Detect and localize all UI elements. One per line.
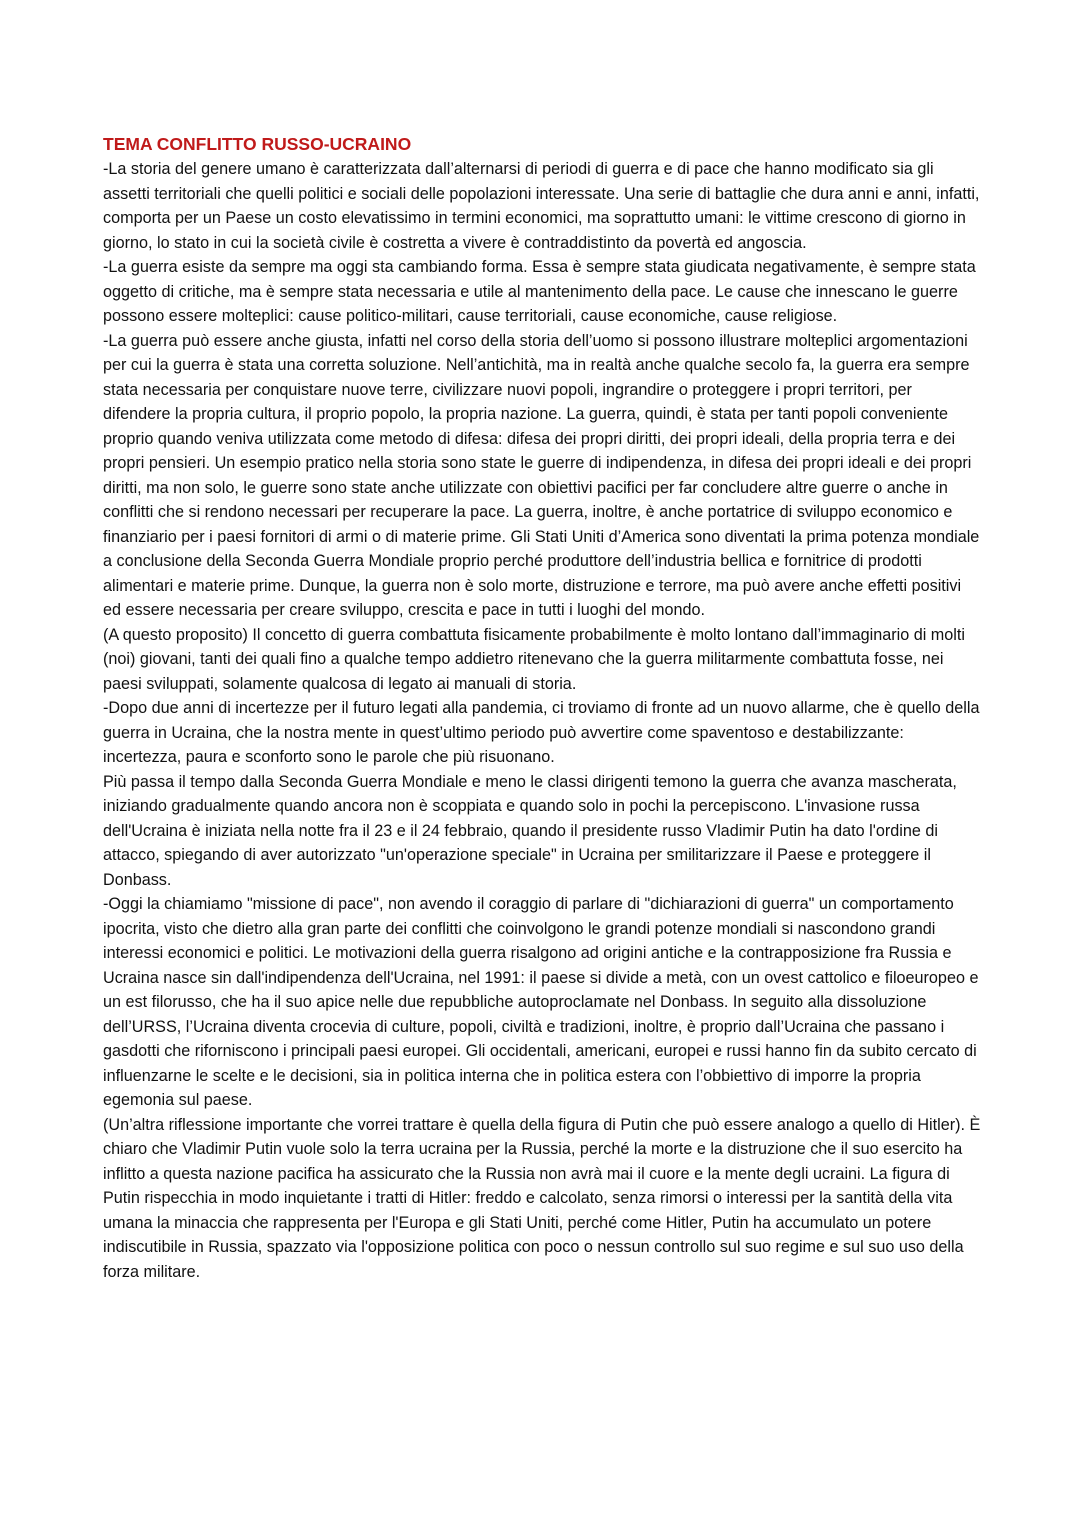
document-page [103,131,983,1284]
paragraph-putin-hitler: (Un’altra riflessione importante che vorrei trattare è quella della figura di Putin che può essere analogo a quello di Hitler). È chiaro che Vladimir Putin vuole solo la terra ucraina per la Russia, perché la morte e la distruzione che il suo esercito ha inflitto a questa nazione pacifica ha assicurato che la Russia non avrà mai il cuore e la mente degli ucraini. La figura di Putin rispecchia in modo inquietante i tratti di Hitler: freddo e calcolato, senza rimorsi o interessi per la santità della vita umana la minaccia che rappresenta per l'Europa e gli Stati Uniti, perché come Hitler, Putin ha accumulato un potere indiscutibile in Russia, spazzato via l'opposizione politica con poco o nessun controllo sul suo regime e sul suo uso della forza militare. [103,1115,981,1281]
paragraph-just-war: -La guerra può essere anche giusta, infatti nel corso della storia dell’uomo si possono illustrare molteplici argomentazioni per cui la guerra è stata una corretta soluzione. Nell’antichità, ma in realtà anche qualche secolo fa, la guerra era sempre stata necessaria per conquistare nuove terre, civilizzare nuovi popoli, ingrandire o proteggere i propri territori, per difendere la propria cultura, il proprio popolo, la propria nazione. La guerra, quindi, è stata per tanti popoli conveniente proprio quando veniva utilizzata come metodo di difesa: difesa dei propri diritti, dei propri ideali, della propria terra e dei propri pensieri. Un esempio pratico nella storia sono state le guerre di indipendenza, in difesa dei propri ideali e dei propri diritti, ma non solo, le guerre sono state anche utilizzate con obiettivi pacifici per far concludere altre guerre o anche in conflitti che si rendono necessari per recuperare la pace. La guerra, inoltre, è anche portatrice di sviluppo economico e finanziario per i paesi fornitori di armi o di materie prime. Gli Stati Uniti d’America sono diventati la prima potenza mondiale a conclusione della Seconda Guerra Mondiale proprio perché produttore dell’industria bellica e fornitrice di prodotti alimentari e materie prime. Dunque, la guerra non è solo morte, distruzione e terrore, ma può avere anche effetti positivi ed essere necessaria per creare sviluppo, crescita e pace in tutti i luoghi del mondo. [103,331,980,619]
paragraph-young-people: (A questo proposito) Il concetto di guerra combattuta fisicamente probabilmente è molto lontano dall’immaginario di molti (noi) giovani, tanti dei quali fino a qualche tempo addietro ritenevano che la guerra militarmente combattuta fosse, nei paesi sviluppati, solamente qualcosa di legato ai manuali di storia. [103,625,965,693]
document-title: TEMA CONFLITTO RUSSO-UCRAINO [103,134,412,154]
paragraph-war-changing: -La guerra esiste da sempre ma oggi sta cambiando forma. Essa è sempre stata giudicata negativamente, è sempre stata oggetto di critiche, ma è sempre stata necessaria e utile al mantenimento della pace. Le cause che innescano le guerre possono essere molteplici: cause politico-militari, cause territoriali, cause economiche, cause religiose. [103,258,976,325]
paragraph-invasion: Più passa il tempo dalla Seconda Guerra Mondiale e meno le classi dirigenti temono la guerra che avanza mascherata, iniziando gradualmente quando ancora non è scoppiata e quando solo in pochi la percepiscono. L'invasione russa dell'Ucraina è iniziata nella notte fra il 23 e il 24 febbraio, quando il presidente russo Vladimir Putin ha dato l'ordine di attacco, spiegando di aver autorizzato "un'operazione speciale" in Ucraina per smilitarizzare il Paese e proteggere il Donbass. [103,772,957,889]
paragraph-pandemic: -Dopo due anni di incertezze per il futuro legati alla pandemia, ci troviamo di fronte ad un nuovo allarme, che è quello della guerra in Ucraina, che la nostra mente in quest’ultimo periodo può avvertire come spaventoso e destabilizzante: incertezza, paura e sconforto sono le parole che più risuonano. [103,699,980,766]
paragraph-intro: -La storia del genere umano è caratterizzata dall’alternarsi di periodi di guerra e di pace che hanno modificato sia gli assetti territoriali che quelli politici e sociali delle popolazioni interessate. Una serie di battaglie che dura anni e anni, infatti, comporta per un Paese un costo elevatissimo in termini economici, ma soprattutto umani: le vittime crescono di giorno in giorno, lo stato in cui la società civile è costretta a vivere è contraddistinto da povertà ed angoscia. [103,160,980,252]
paragraph-peace-mission: -Oggi la chiamiamo "missione di pace", non avendo il coraggio di parlare di "dichiarazioni di guerra" un comportamento ipocrita, visto che dietro alla gran parte dei conflitti che coinvolgono le grandi potenze mondiali si nascondono grandi interessi economici e politici. Le motivazioni della guerra risalgono ad origini antiche e la contrapposizione fra Russia e Ucraina nasce sin dall'indipendenza dell'Ucraina, nel 1991: il paese si divide a metà, con un ovest cattolico e filoeuropeo e un est filorusso, che ha il suo apice nelle due repubbliche autoproclamate nel Donbass. In seguito alla dissoluzione dell’URSS, l’Ucraina diventa crocevia di culture, popoli, civiltà e tradizioni, inoltre, è proprio dall’Ucraina che passano i gasdotti che riforniscono i principali paesi europei. Gli occidentali, americani, europei e russi hanno fin da subito cercato di influenzarne le scelte e le decisioni, sia in politica interna che in politica estera con l’obbiettivo di imporre la propria egemonia sul paese. [103,895,979,1109]
